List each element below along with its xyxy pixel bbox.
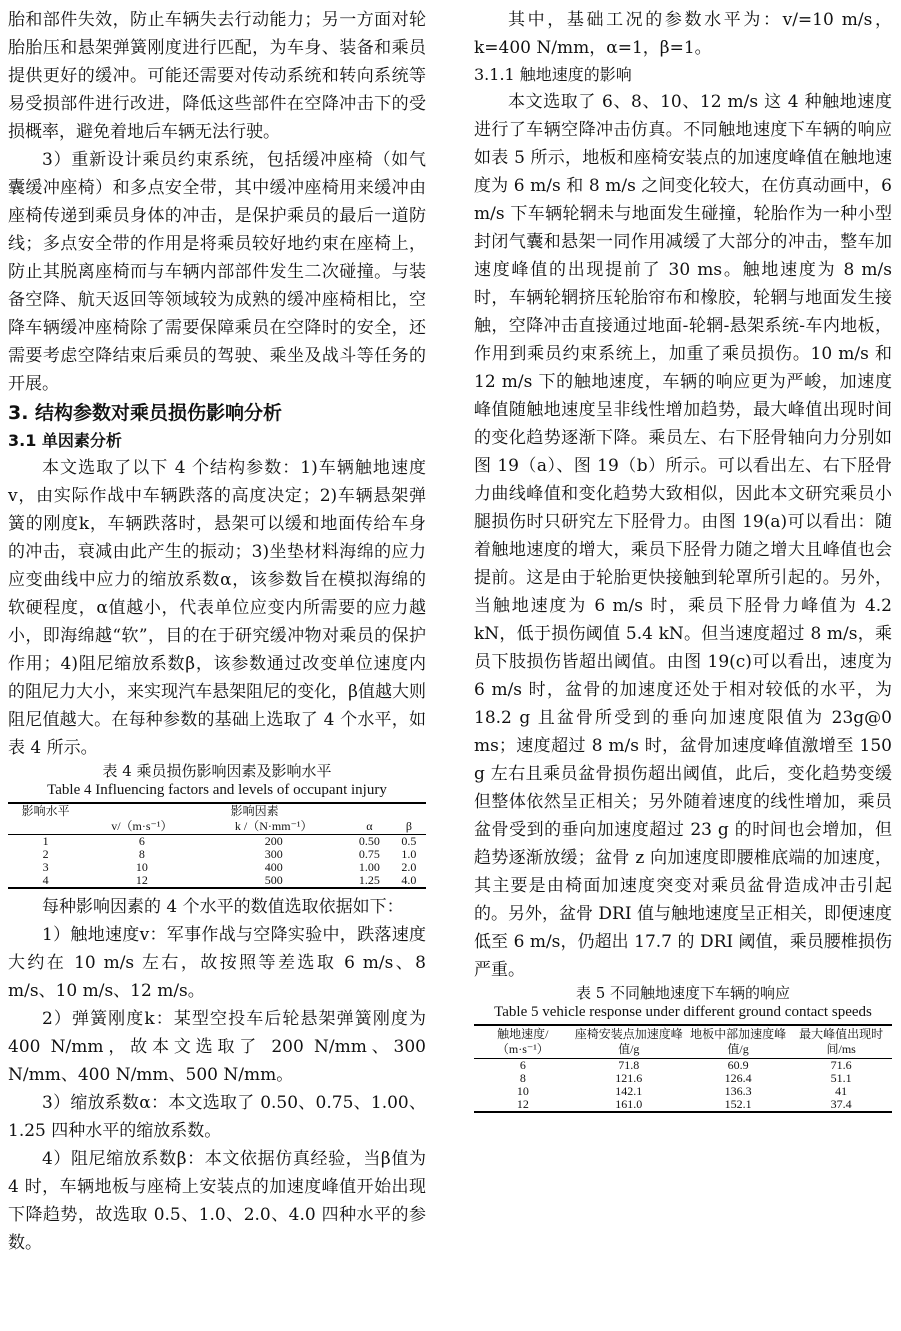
table-cell: 121.6 — [615, 1071, 643, 1085]
right-column — [474, 6, 892, 1113]
table4 — [8, 802, 426, 889]
table-cell: 3 — [42, 860, 49, 874]
table-cell: 0.75 — [358, 847, 380, 861]
table-cell: 37.4 — [790, 1098, 892, 1112]
paragraph: 胎和部件失效，防止车辆失去行动能力；另一方面对轮胎胎压和悬架弹簧刚度进行匹配，为车身、装备和乘员提供更好的缓冲。可能还需要对传动系统和转向系统等易受损部件进行改进，降低这些部件在空降冲击下的受损概率，避免着地后车辆无法行驶。 — [8, 10, 426, 142]
table-cell: 71.8 — [618, 1058, 640, 1072]
table-header: α — [347, 819, 392, 835]
table-cell: 0.50 — [358, 834, 380, 848]
table4-caption-en: Table 4 Influencing factors and levels of occupant injury — [47, 782, 387, 798]
table-header: 影响因素 — [83, 803, 426, 819]
table-cell: 12 — [83, 874, 200, 888]
table-row — [474, 1059, 892, 1073]
table-cell: 12 — [474, 1098, 572, 1112]
subsubsection-heading: 3.1.1 触地速度的影响 — [474, 65, 632, 84]
table-header: 座椅安装点加速度峰值/g — [572, 1025, 686, 1059]
table-cell: 8 — [138, 847, 145, 861]
table-cell: 60.9 — [727, 1058, 749, 1072]
paragraph: 其中，基础工况的参数水平为：v/=10 m/s，k=400 N/mm，α=1，β=1。 — [474, 10, 892, 58]
table-cell: 300 — [264, 847, 283, 861]
paragraph: 4）阻尼缩放系数β：本文依据仿真经验，当β值为 4 时，车辆地板与座椅上安装点的加速度峰值开始出现下降趋势，故选取 0.5、1.0、2.0、4.0 四种水平的参数。 — [8, 1149, 426, 1253]
left-column — [8, 6, 426, 1257]
table-row — [8, 874, 426, 888]
table-cell: 2 — [42, 847, 49, 861]
paragraph: 本文选取了以下 4 个结构参数：1)车辆触地速度v，由实际作战中车辆跌落的高度决定；2)车辆悬架弹簧的刚度k，车辆跌落时，悬架可以缓和地面传给车身的冲击，衰减由此产生的振动；3)坐垫材料海绵的应力应变曲线中应力的缩放系数α，该参数旨在模拟海绵的软硬程度，α值越小，代表单位应变内所需要的应力越小，即海绵越“软”，目的在于研究缓冲物对乘员的保护作用；4)阻尼缩放系数β，该参数通过改变单位速度内的阻尼力大小，来实现汽车悬架阻尼的变化，β值越大则阻尼值越大。在每种参数的基础上选取了 4 个水平，如表 4 所示。 — [8, 458, 426, 758]
table-cell: 1.00 — [358, 860, 380, 874]
table-row — [474, 1085, 892, 1098]
table-cell: 142.1 — [615, 1084, 643, 1098]
table-cell: 10 — [516, 1084, 529, 1098]
section-heading: 3. 结构参数对乘员损伤影响分析 — [8, 402, 283, 424]
table-cell: 152.1 — [686, 1098, 790, 1112]
paragraph: 本文选取了 6、8、10、12 m/s 这 4 种触地速度进行了车辆空降冲击仿真。不同触地速度下车辆的响应如表 5 所示，地板和座椅安装点的加速度峰值在触地速度为 6 m/s 和 8 m/s 之间变化较大，在仿真动画中，6 m/s 下车辆轮辋未与地面发生碰撞，轮胎作为一种小型封闭气囊和悬架一同作用减缓了大部分的冲击，整车加速度峰值的出现提前了 30 ms。触地速度为 8 m/s 时，车辆轮辋挤压轮胎帘布和橡胶，轮辋与地面发生接触，空降冲击直接通过地面-轮辋-悬架系统-车内地板，作用到乘员约束系统上，加重了乘员损伤。10 m/s 和 12 m/s 下的触地速度，车辆的响应更为严峻，加速度峰值随触地速度呈非线性增加趋势，最大峰值出现时间的变化趋势逐渐下降。乘员左、右下胫骨轴向力分别如图 19（a）、图 19（b）所示。可以看出左、右下胫骨力曲线峰值和变化趋势大致相似，因此本文研究乘员小腿损伤时只研究左下胫骨力。由图 19(a)可以看出：随着触地速度的增大，乘员下胫骨力随之增大且峰值也会提前。这是由于轮胎更快接触到轮罩所引起的。另外，当触地速度为 6 m/s 时，乘员下胫骨力峰值为 4.2 kN，低于损伤阈值 5.4 kN。但当速度超过 8 m/s，乘员下肢损伤皆超出阈值。由图 19(c)可以看出，速度为 6 m/s 时，盆骨的加速度还处于相对较低的水平，为 18.2 g 且盆骨所受到的垂向加速度限值为 23g@0 ms；速度超过 8 m/s 时，盆骨加速度峰值激增至 150 g 左右且乘员盆骨损伤超出阈值，此后，变化趋势变缓但整体依然呈正相关；另外随着速度的线性增加，乘员盆骨受到的垂向加速度超过 23 g 的时间也会增加，但趋势逐渐放缓；盆骨 z 向加速度即腰椎底端的加速度，其主要是由椅面加速度突变对乘员盆骨造成冲击引起的。另外，盆骨 DRI 值与触地速度呈正相关，即便速度低至 6 m/s，仍超出 17.7 的 DRI 阈值，乘员腰椎损伤严重。 — [474, 92, 892, 980]
table-cell: 161.0 — [572, 1098, 686, 1112]
table-cell: 6 — [519, 1058, 526, 1072]
table-cell: 1 — [42, 834, 49, 848]
table-cell: 41 — [835, 1084, 848, 1098]
table-cell: 400 — [264, 860, 283, 874]
table-header: 触地速度/（m·s⁻¹） — [474, 1025, 572, 1059]
table5 — [474, 1024, 892, 1113]
table-cell: 4 — [8, 874, 83, 888]
table-header: 地板中部加速度峰值/g — [686, 1025, 790, 1059]
table-row — [474, 1072, 892, 1085]
paragraph: 3）缩放系数α：本文选取了 0.50、0.75、1.00、1.25 四种水平的缩放系数。 — [8, 1093, 426, 1141]
table-cell: 200 — [264, 834, 283, 848]
table-cell: 4.0 — [392, 874, 426, 888]
table-cell: 136.3 — [724, 1084, 752, 1098]
subsection-heading: 3.1 单因素分析 — [8, 431, 122, 450]
table5-caption-en: Table 5 vehicle response under different ground contact speeds — [494, 1004, 872, 1020]
table-cell: 71.6 — [830, 1058, 852, 1072]
table-header: k /（N·mm⁻¹） — [200, 819, 347, 835]
table-cell: 6 — [138, 834, 145, 848]
table-cell: 2.0 — [401, 860, 417, 874]
table-row — [8, 835, 426, 849]
table-row — [474, 1098, 892, 1112]
table-header: 影响水平 — [8, 803, 83, 835]
table-header: v/（m·s⁻¹） — [83, 819, 200, 835]
table-cell: 126.4 — [724, 1071, 752, 1085]
paragraph: 3）重新设计乘员约束系统，包括缓冲座椅（如气囊缓冲座椅）和多点安全带，其中缓冲座椅用来缓冲由座椅传递到乘员身体的冲击，是保护乘员的最后一道防线；多点安全带的作用是将乘员较好地约束在座椅上，防止其脱离座椅而与车辆内部部件发生二次碰撞。与装备空降、航天返回等领域较为成熟的缓冲座椅相比，空降车辆缓冲座椅除了需要保障乘员在空降时的安全，还需要考虑空降结束后乘员的驾驶、乘坐及战斗等任务的开展。 — [8, 150, 426, 394]
paragraph: 2）弹簧刚度k：某型空投车后轮悬架弹簧刚度为 400 N/mm，故本文选取了 200 N/mm、300 N/mm、400 N/mm、500 N/mm。 — [8, 1009, 426, 1085]
table-header: 最大峰值出现时间/ms — [790, 1025, 892, 1059]
paragraph: 1）触地速度v：军事作战与空降实验中，跌落速度大约在 10 m/s 左右，故按照等差选取 6 m/s、8 m/s、10 m/s、12 m/s。 — [8, 925, 426, 1001]
table-cell: 500 — [200, 874, 347, 888]
table-cell: 1.25 — [347, 874, 392, 888]
table-header: β — [392, 819, 426, 835]
table5-caption-cn: 表 5 不同触地速度下车辆的响应 — [575, 984, 791, 1002]
table-cell: 10 — [135, 860, 148, 874]
table-cell: 1.0 — [401, 847, 417, 861]
table-cell: 8 — [519, 1071, 526, 1085]
table-cell: 51.1 — [830, 1071, 852, 1085]
paragraph: 每种影响因素的 4 个水平的数值选取依据如下： — [42, 897, 404, 917]
table-cell: 0.5 — [401, 834, 417, 848]
table4-caption-cn: 表 4 乘员损伤影响因素及影响水平 — [102, 762, 332, 780]
